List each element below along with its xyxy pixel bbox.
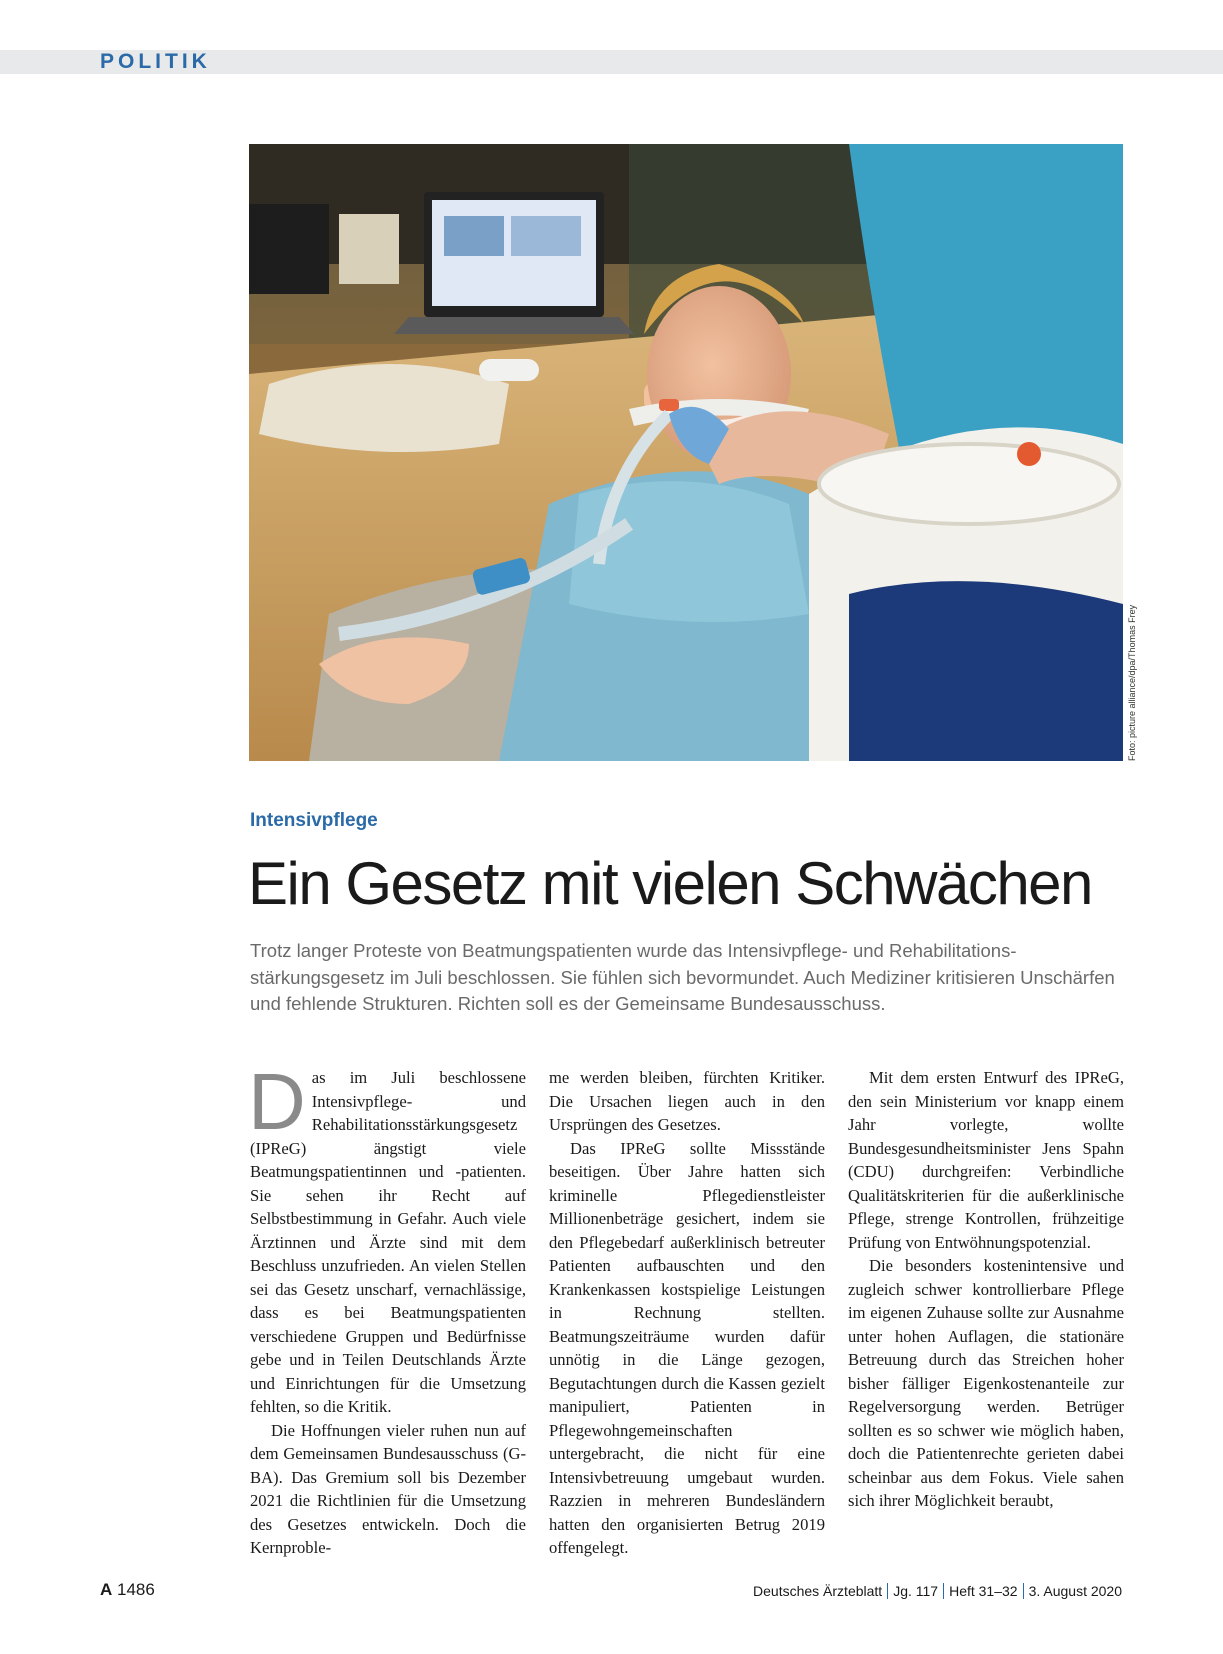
article-column-3 xyxy=(848,1066,1124,1513)
separator xyxy=(887,1583,888,1599)
journal-date: 3. August 2020 xyxy=(1028,1583,1122,1599)
article-column-1 xyxy=(248,1057,526,1560)
separator xyxy=(1023,1583,1024,1599)
paragraph: Die besonders kostenintensive und zugleich schwer kontrollierbare Pflege im eigenen Zuhause sollte zur Ausnahme unter hohen Auflagen, die stationäre Betreuung durch das Streichen hoher bisher fälliger Eigenkostenanteile zur Regelversorgung werden. Betrüger sollten es so schwer wie möglich haben, doch die Patientenrechte gerieten dabei scheinbar aus dem Fokus. Viele sahen sich ihrer Möglichkeit beraubt, xyxy=(848,1256,1124,1510)
page-number-value: 1486 xyxy=(117,1580,155,1599)
article-photo xyxy=(249,144,1123,761)
page-number xyxy=(100,1580,155,1600)
paragraph: as im Juli beschlossene Intensivpflege- und Rehabilitationsstärkungsgesetz (IPReG) ängstigt viele Beatmungspatientinnen und -patienten. Sie sehen ihr Recht auf Selbstbestimmung in Gefahr. Auch viele Ärztinnen und Ärzte sind mit dem Beschluss unzufrieden. An vielen Stellen sei das Gesetz unscharf, vernachlässige, dass es bei Beatmungspatienten verschiedene Gruppen und Bedürfnisse gebe und in Teilen Deutschlands Ärzte und Einrichtungen für die Umsetzung fehlten, so die Kritik. xyxy=(250,1068,526,1416)
article-column-2 xyxy=(549,1066,825,1560)
paragraph: Mit dem ersten Entwurf des IPReG, den sein Ministerium vor knapp einem Jahr vorlegte, wollte Bundesgesundheitsminister Jens Spahn (CDU) durchgreifen: Verbindliche Qualitätskriterien für die außerklinische Pflege, strenge Kontrollen, frühzeitige Prüfung von Entwöhnungspotenzial. xyxy=(848,1068,1124,1252)
journal-name: Deutsches Ärzteblatt xyxy=(753,1583,883,1599)
paragraph: me werden bleiben, fürchten Kritiker. Die Ursachen liegen auch in den Ursprüngen des Gesetzes. xyxy=(549,1068,825,1134)
journal-issue: Heft 31–32 xyxy=(949,1583,1018,1599)
photo-credit: Foto: picture alliance/dpa/Thomas Frey xyxy=(1127,604,1137,761)
page-prefix: A xyxy=(100,1580,113,1599)
journal-info xyxy=(753,1583,1122,1599)
section-label: POLITIK xyxy=(100,50,211,73)
paragraph: Das IPReG sollte Missstände beseitigen. Über Jahre hatten sich kriminelle Pflegedienstleister Millionenbeträge gesichert, indem sie den Pflegebedarf außerklinisch betreuter Patienten aufbauschten und den Krankenkassen kostspielige Leistungen in Rechnung stellten. Beatmungszeiträume wurden dafür unnötig in die Länge gezogen, Begutachtungen durch die Kassen gezielt manipuliert, Patienten in Pflegewohngemeinschaften untergebracht, die nicht für eine Intensivbetreuung umgebaut wurden. Razzien in mehreren Bundesländern hatten den organisierten Betrug 2019 offengelegt. xyxy=(549,1138,825,1557)
article-headline: Ein Gesetz mit vielen Schwächen xyxy=(248,850,1092,917)
journal-volume: Jg. 117 xyxy=(893,1583,939,1599)
article-kicker: Intensivpflege xyxy=(250,810,378,831)
paragraph: Die Hoffnungen vieler ruhen nun auf dem Gemeinsamen Bundesausschuss (G-BA). Das Gremium soll bis Dezember 2021 die Richtlinien für die Umsetzung des Gesetzes entwickeln. Doch die Kernproble- xyxy=(250,1420,526,1557)
drop-cap: D xyxy=(248,1057,306,1146)
article-lead: Trotz langer Proteste von Beatmungspatienten wurde das Intensivpflege- und Rehabilitationsstärkungsgesetz im Juli beschlossen. Sie fühlen sich bevormundet. Auch Mediziner kritisieren Unschärfen und fehlende Strukturen. Richten soll es der Gemeinsame Bundesausschuss. xyxy=(250,940,1115,1014)
separator xyxy=(943,1583,944,1599)
